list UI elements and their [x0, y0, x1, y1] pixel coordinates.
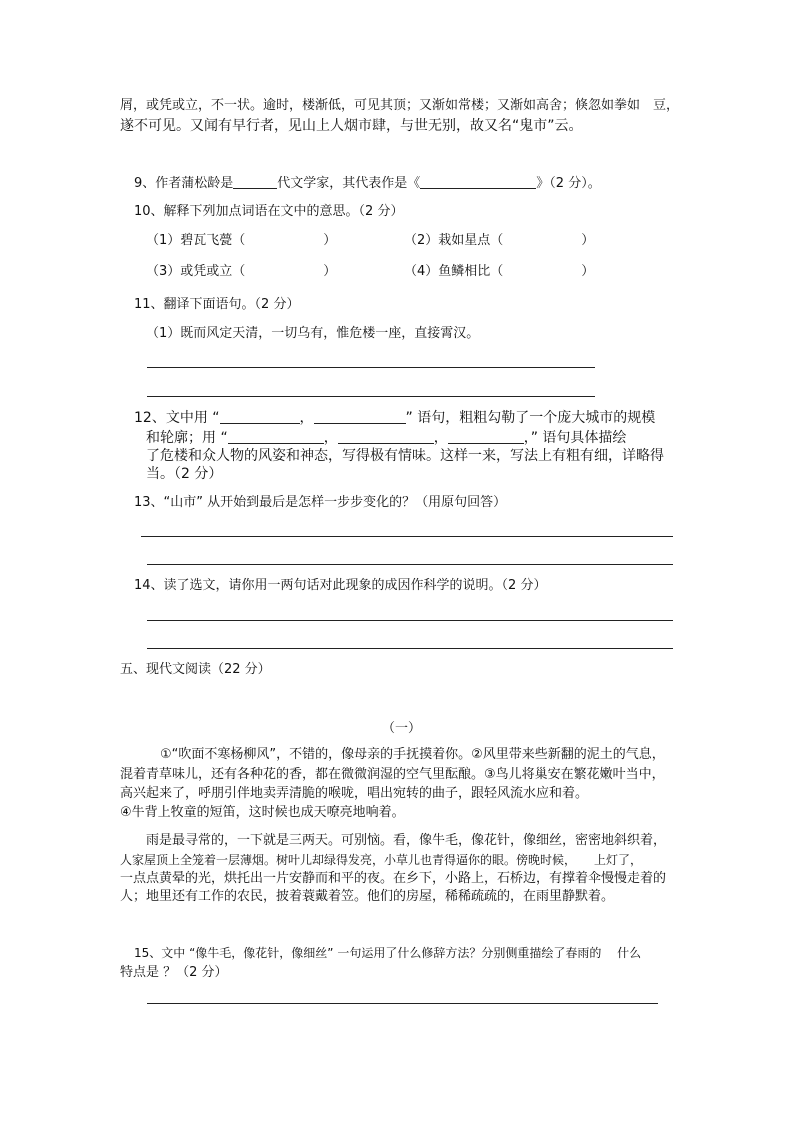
q9-text: 》（2 分）。	[536, 176, 601, 191]
question-10: 10、解释下列加点词语在文中的意思。（2 分）	[134, 204, 404, 219]
answer-blank[interactable]	[448, 431, 524, 444]
question-15: 特点是 ？（2 分）	[120, 965, 228, 980]
answer-line[interactable]	[147, 648, 673, 649]
question-9	[134, 176, 601, 190]
q12-text: ，	[323, 430, 338, 446]
answer-line[interactable]	[147, 564, 673, 565]
q12-text: ，	[433, 430, 448, 446]
q11-sentence: （1）既而风定天清，一切乌有，惟危楼一座，直接霄汉。	[146, 326, 480, 341]
question-13: 13、“山市” 从开始到最后是怎样一步步变化的？（用原句回答）	[134, 495, 507, 510]
q12-text: ，	[299, 410, 314, 426]
question-12-line: 当。（2 分）	[146, 466, 223, 482]
reading-line: 高兴起来了，呼朋引伴地卖弄清脆的喉咙，唱出宛转的曲子，跟轻风流水应和着。	[120, 786, 589, 801]
question-11: 11、翻译下面语句。（2 分）	[134, 297, 300, 312]
q10-item-2[interactable]: （2）栽如星点（ ）	[404, 233, 595, 248]
question-12-line	[146, 431, 626, 445]
answer-line[interactable]	[147, 1003, 658, 1004]
part-heading: （一）	[382, 721, 422, 736]
answer-line[interactable]	[141, 536, 673, 537]
q12-text: 和轮廓；用 “	[146, 430, 228, 446]
answer-line[interactable]	[147, 367, 595, 368]
answer-line[interactable]	[147, 396, 595, 397]
q12-text: ，” 语句具体描绘	[523, 430, 627, 446]
reading-line: 一点点黄晕的光，烘托出一片安静而和平的夜。在乡下，小路上，石桥边，有撑着伞慢慢走着的	[120, 871, 667, 886]
reading-line: ④牛背上牧童的短笛，这时候也成天嘹亮地响着。	[120, 805, 405, 820]
reading-line: ①“吹面不寒杨柳风”，不错的，像母亲的手抚摸着你。②风里带来些新翻的泥土的气息，	[160, 747, 665, 762]
answer-blank[interactable]	[420, 176, 536, 189]
q10-item-4[interactable]: （4）鱼鳞相比（ ）	[404, 264, 595, 279]
question-14: 14、读了选文，请你用一两句话对此现象的成因作科学的说明。（2 分）	[134, 578, 547, 593]
answer-blank[interactable]	[314, 411, 406, 424]
answer-blank[interactable]	[220, 411, 300, 424]
passage-line: 遂不可见。又闻有早行者，见山上人烟市肆，与世无别，故又名“鬼市”云。	[120, 118, 583, 134]
q10-item-1[interactable]: （1）碧瓦飞甍（ ）	[146, 233, 337, 248]
reading-line: 混着青草味儿，还有各种花的香，都在微微润湿的空气里酝酿。③鸟儿将巢安在繁花嫩叶当中，	[120, 767, 665, 782]
q9-text: 代文学家，其代表作是《	[277, 176, 421, 191]
q12-text: 12、文中用 “	[134, 410, 220, 426]
passage-line: 屑，或凭或立，不一状。逾时，楼渐低，可见其顶；又渐如常楼；又渐如高舍；倏忽如拳如 豆，	[120, 98, 680, 113]
answer-blank[interactable]	[228, 431, 324, 444]
answer-line[interactable]	[147, 620, 673, 621]
section-title: 五、现代文阅读（22 分）	[120, 662, 271, 677]
question-12-line	[134, 411, 655, 425]
q10-item-3[interactable]: （3）或凭或立（ ）	[146, 264, 337, 279]
q12-text: ” 语句，粗粗勾勒了一个庞大城市的规模	[405, 410, 656, 426]
reading-line: 人家屋顶上全笼着一层薄烟。树叶儿却绿得发亮，小草儿也青得逼你的眼。傍晚时候， 上灯了，	[120, 853, 643, 867]
question-12-line: 了危楼和众人物的风姿和神态，写得极有情味。这样一来，写法上有粗有细，详略得	[146, 448, 664, 464]
q9-text: 9、作者蒲松龄是	[134, 176, 234, 191]
reading-line: 人；地里还有工作的农民，披着蓑戴着笠。他们的房屋，稀稀疏疏的，在雨里静默着。	[120, 889, 615, 904]
answer-blank[interactable]	[338, 431, 434, 444]
question-15: 15、文中 “像牛毛，像花针，像细丝” 一句运用了什么修辞方法？分别侧重描绘了春雨的 什么	[134, 946, 642, 960]
answer-blank[interactable]	[233, 176, 277, 189]
reading-line: 雨是最寻常的，一下就是三两天。可别恼。看，像牛毛，像花针，像细丝，密密地斜织着，	[146, 833, 667, 848]
